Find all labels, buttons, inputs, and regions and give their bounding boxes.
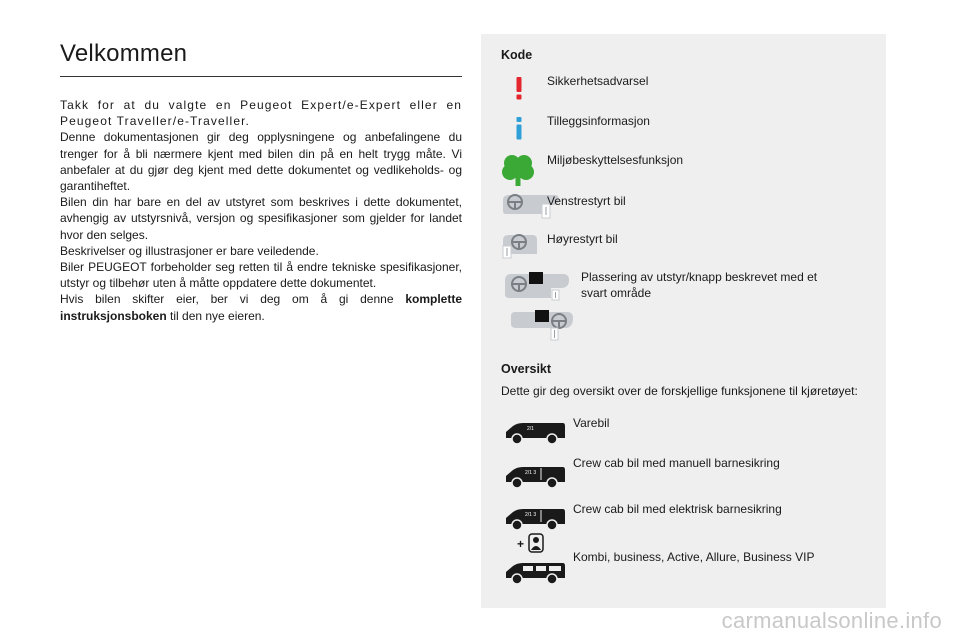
kode-item-right-hand-drive: [501, 230, 871, 260]
oversikt-title: Oversikt: [501, 362, 552, 376]
oversikt-label: Varebil: [573, 416, 610, 430]
kode-label: Høyrestyrt bil: [547, 232, 618, 246]
info-icon: [511, 116, 527, 145]
new-owner-suffix: til den nye eieren.: [166, 308, 265, 323]
new-owner-prefix: Hvis bilen skifter eier, ber vi deg om å gi denne: [60, 292, 406, 307]
kode-label: Plassering av utstyr/knapp beskrevet med et svart område: [581, 270, 818, 300]
paragraph-illustrations: Beskrivelser og illustrasjoner er bare veiledende.: [60, 243, 319, 258]
equipment-location-icon: [501, 270, 573, 351]
oversikt-item-van: [501, 416, 871, 450]
kode-label: Sikkerhetsadvarsel: [547, 74, 649, 88]
svg-text:2/1: 2/1: [527, 426, 534, 432]
kode-item-equipment-location: [501, 270, 871, 340]
oversikt-item-kombi: [501, 550, 871, 590]
kode-item-info: [501, 114, 871, 144]
kode-label: Venstrestyrt bil: [547, 194, 626, 208]
kode-item-left-hand-drive: [501, 192, 871, 222]
kode-label: Miljøbeskyttelsesfunksjon: [547, 153, 684, 167]
paragraph-new-owner: [60, 291, 462, 323]
exclamation-icon: [511, 76, 527, 105]
kode-item-warning: [501, 74, 871, 104]
kode-label: Tilleggsinformasjon: [547, 114, 650, 128]
paragraph-specifications: Biler PEUGEOT forbeholder seg retten til å endre tekniske spesifikasjoner, utstyr og tilbehør uten å måtte oppdatere dette dokumentet.: [60, 260, 462, 291]
oversikt-item-crew-cab-manual: [501, 456, 871, 490]
tree-icon: [501, 152, 535, 191]
svg-text:+: +: [517, 537, 525, 551]
oversikt-label: Kombi, business, Active, Allure, Business VIP: [573, 550, 815, 564]
page-title: Velkommen: [60, 40, 188, 67]
welcome-section: [60, 40, 462, 324]
paragraph-documentation: Denne dokumentasjonen gir deg opplysningene og anbefalingene du trenger for å bli nærmere kjent med bilen din på en helt trygg måte. Vi anbefaler at du gjør deg kjent med dette dokumentet og vedlikeholds- og garantiheftet.: [60, 130, 462, 194]
legend-panel: [481, 34, 886, 608]
title-divider: [60, 76, 462, 77]
kode-title: Kode: [501, 48, 533, 62]
oversikt-label: Crew cab bil med manuell barnesikring: [573, 456, 780, 470]
new-owner-bold: komplette instruksjonsboken: [60, 292, 462, 323]
oversikt-intro: Dette gir deg oversikt over de forskjellige funksjonene til kjøretøyet:: [501, 384, 858, 398]
svg-text:2/1 3: 2/1 3: [525, 512, 537, 518]
svg-text:2/1 3: 2/1 3: [525, 470, 537, 476]
intro-paragraph: Takk for at du valgte en Peugeot Expert/e-Expert eller en Peugeot Traveller/e-Traveller.: [60, 98, 462, 129]
van-icon: [503, 418, 567, 451]
watermark: carmanualsonline.info: [721, 608, 942, 633]
paragraph-equipment: Bilen din har bare en del av utstyret som beskrives i dette dokumentet, avhengig av utstyrsnivå, versjon og spesifikasjoner som gjelder for landet hvor den selges.: [60, 195, 462, 242]
kode-item-environment: [501, 152, 871, 188]
crew-cab-icon: [503, 462, 567, 495]
oversikt-label: Crew cab bil med elektrisk barnesikring: [573, 502, 782, 516]
kombi-icon: [503, 558, 567, 591]
